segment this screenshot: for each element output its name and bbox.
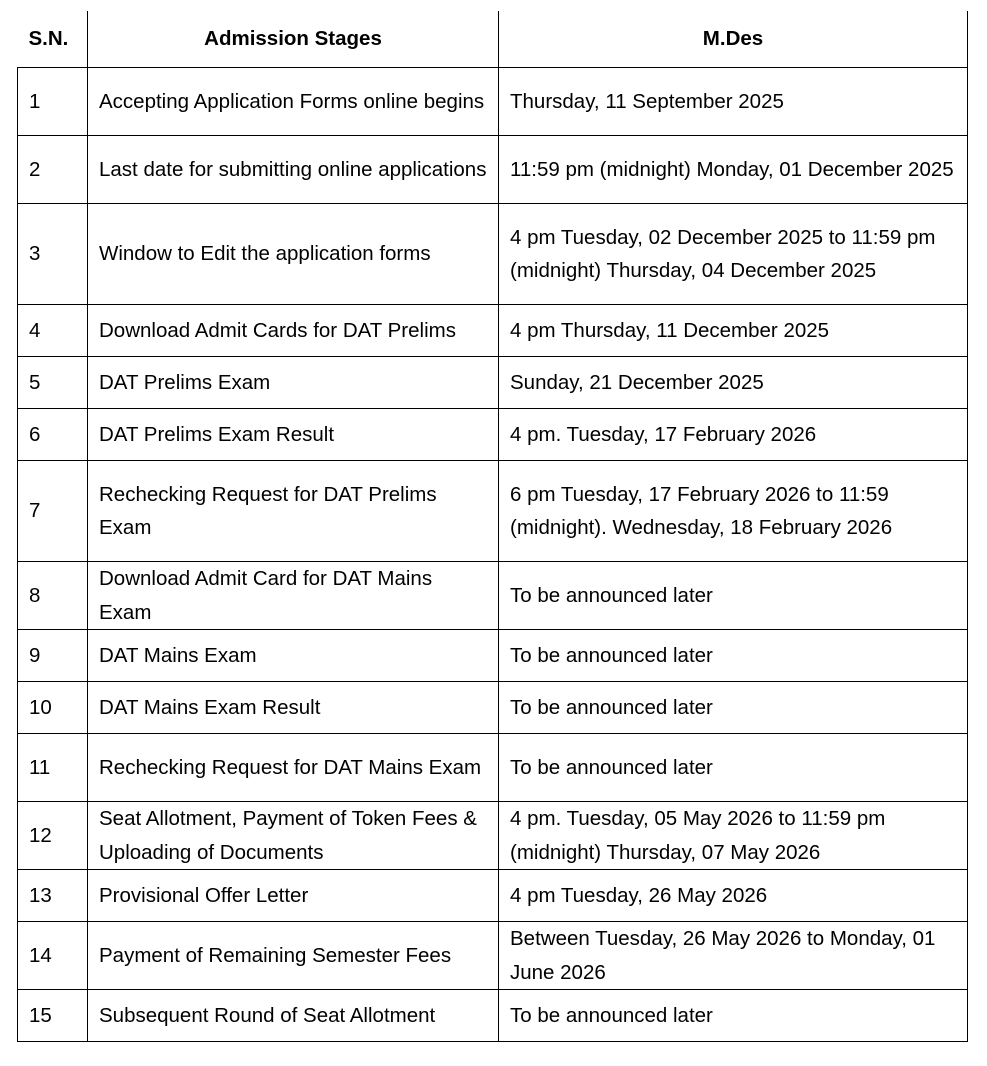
row-date: Thursday, 11 September 2025 — [499, 68, 968, 136]
row-stage: Last date for submitting online applications — [88, 136, 499, 204]
table-row — [18, 68, 968, 136]
row-stage: Subsequent Round of Seat Allotment — [88, 990, 499, 1042]
table-row — [18, 630, 968, 682]
row-stage: DAT Mains Exam — [88, 630, 499, 682]
header-sn: S.N. — [18, 11, 88, 68]
table-row — [18, 734, 968, 802]
table-row — [18, 204, 968, 305]
row-date: To be announced later — [499, 990, 968, 1042]
row-date: To be announced later — [499, 682, 968, 734]
row-sn: 11 — [18, 734, 88, 802]
row-stage: Download Admit Card for DAT Mains Exam — [88, 562, 499, 630]
row-stage: DAT Prelims Exam — [88, 357, 499, 409]
table-row — [18, 409, 968, 461]
admission-schedule-table — [17, 11, 968, 1042]
table-row — [18, 562, 968, 630]
row-stage: Seat Allotment, Payment of Token Fees & Uploading of Documents — [88, 802, 499, 870]
header-admission-stages: Admission Stages — [88, 11, 499, 68]
row-date: Sunday, 21 December 2025 — [499, 357, 968, 409]
row-date: 11:59 pm (midnight) Monday, 01 December 2025 — [499, 136, 968, 204]
row-stage: Payment of Remaining Semester Fees — [88, 922, 499, 990]
row-stage: Rechecking Request for DAT Mains Exam — [88, 734, 499, 802]
row-date: To be announced later — [499, 562, 968, 630]
row-sn: 7 — [18, 461, 88, 562]
row-date: Between Tuesday, 26 May 2026 to Monday, 01 June 2026 — [499, 922, 968, 990]
row-date: 4 pm Tuesday, 02 December 2025 to 11:59 pm (midnight) Thursday, 04 December 2025 — [499, 204, 968, 305]
row-sn: 4 — [18, 305, 88, 357]
header-mdes: M.Des — [499, 11, 968, 68]
row-stage: Download Admit Cards for DAT Prelims — [88, 305, 499, 357]
row-sn: 8 — [18, 562, 88, 630]
row-sn: 2 — [18, 136, 88, 204]
row-date: 4 pm. Tuesday, 05 May 2026 to 11:59 pm (midnight) Thursday, 07 May 2026 — [499, 802, 968, 870]
row-date: 4 pm. Tuesday, 17 February 2026 — [499, 409, 968, 461]
row-sn: 5 — [18, 357, 88, 409]
row-sn: 1 — [18, 68, 88, 136]
row-sn: 6 — [18, 409, 88, 461]
row-sn: 13 — [18, 870, 88, 922]
row-sn: 14 — [18, 922, 88, 990]
table-row — [18, 802, 968, 870]
row-date: To be announced later — [499, 734, 968, 802]
row-date: 4 pm Tuesday, 26 May 2026 — [499, 870, 968, 922]
row-sn: 15 — [18, 990, 88, 1042]
table-row — [18, 136, 968, 204]
table-row — [18, 990, 968, 1042]
row-stage: Accepting Application Forms online begins — [88, 68, 499, 136]
row-stage: Provisional Offer Letter — [88, 870, 499, 922]
table-row — [18, 922, 968, 990]
row-date: To be announced later — [499, 630, 968, 682]
row-date: 4 pm Thursday, 11 December 2025 — [499, 305, 968, 357]
row-stage: Rechecking Request for DAT Prelims Exam — [88, 461, 499, 562]
row-sn: 12 — [18, 802, 88, 870]
row-stage: Window to Edit the application forms — [88, 204, 499, 305]
table-row — [18, 305, 968, 357]
row-sn: 10 — [18, 682, 88, 734]
table-row — [18, 682, 968, 734]
row-sn: 3 — [18, 204, 88, 305]
row-date: 6 pm Tuesday, 17 February 2026 to 11:59 (midnight). Wednesday, 18 February 2026 — [499, 461, 968, 562]
table-row — [18, 870, 968, 922]
row-sn: 9 — [18, 630, 88, 682]
table-row — [18, 357, 968, 409]
row-stage: DAT Mains Exam Result — [88, 682, 499, 734]
table-header-row — [18, 11, 968, 68]
row-stage: DAT Prelims Exam Result — [88, 409, 499, 461]
table-row — [18, 461, 968, 562]
